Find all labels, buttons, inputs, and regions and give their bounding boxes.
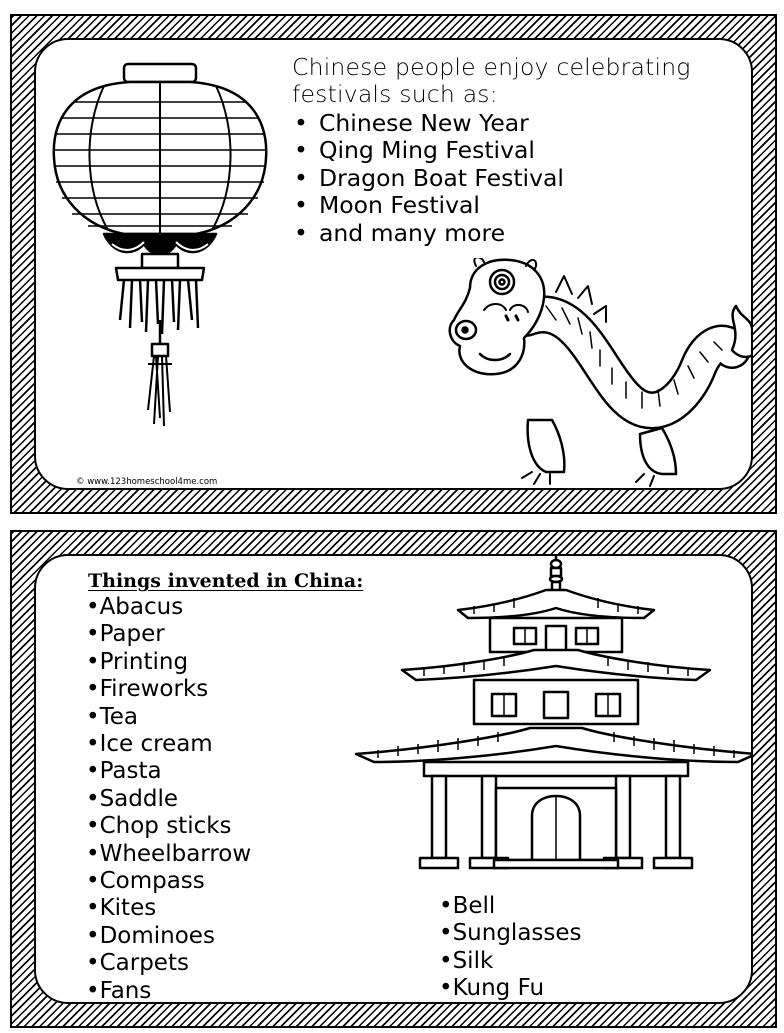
festival-item: • Qing Ming Festival: [294, 137, 564, 164]
festival-item: • Moon Festival: [294, 192, 564, 219]
invention-item: • Kung Fu: [439, 975, 582, 1002]
festivals-card: [10, 14, 777, 514]
inventions-list-right: [439, 893, 582, 1003]
invention-item: • Fireworks: [86, 676, 251, 703]
lantern-icon: [44, 58, 276, 430]
inventions-card: [10, 530, 777, 1028]
festivals-intro: [292, 54, 691, 108]
inventions-panel: [34, 554, 753, 1004]
invention-item: • Chop sticks: [86, 813, 251, 840]
invention-item: • Silk: [439, 948, 582, 975]
pagoda-icon: [354, 554, 753, 878]
invention-item: • Pasta: [86, 758, 251, 785]
invention-item: • Carpets: [86, 950, 251, 977]
invention-item: • Ice cream: [86, 731, 251, 758]
intro-line-1: Chinese people enjoy celebrating: [292, 53, 691, 81]
festivals-list: [294, 110, 564, 247]
festival-item: • Dragon Boat Festival: [294, 165, 564, 192]
invention-item: • Compass: [86, 868, 251, 895]
festival-item: • and many more: [294, 220, 564, 247]
festival-item: • Chinese New Year: [294, 110, 564, 137]
invention-item: • Dominoes: [86, 923, 251, 950]
invention-item: • Kites: [86, 895, 251, 922]
inventions-heading: Things invented in China:: [88, 570, 364, 592]
invention-item: • Fans: [86, 978, 251, 1004]
inventions-list-left: [86, 594, 251, 1004]
invention-item: • Sunglasses: [439, 920, 582, 947]
copyright-notice: © www.123homeschool4me.com: [76, 477, 218, 487]
invention-item: • Bell: [439, 893, 582, 920]
intro-line-2: festivals such as:: [292, 80, 498, 108]
invention-item: • Paper: [86, 621, 251, 648]
invention-item: • Saddle: [86, 786, 251, 813]
festivals-panel: [34, 38, 753, 490]
invention-item: • Printing: [86, 649, 251, 676]
invention-item: • Wheelbarrow: [86, 841, 251, 868]
invention-item: • Tea: [86, 704, 251, 731]
dragon-icon: [436, 258, 753, 490]
invention-item: • Abacus: [86, 594, 251, 621]
